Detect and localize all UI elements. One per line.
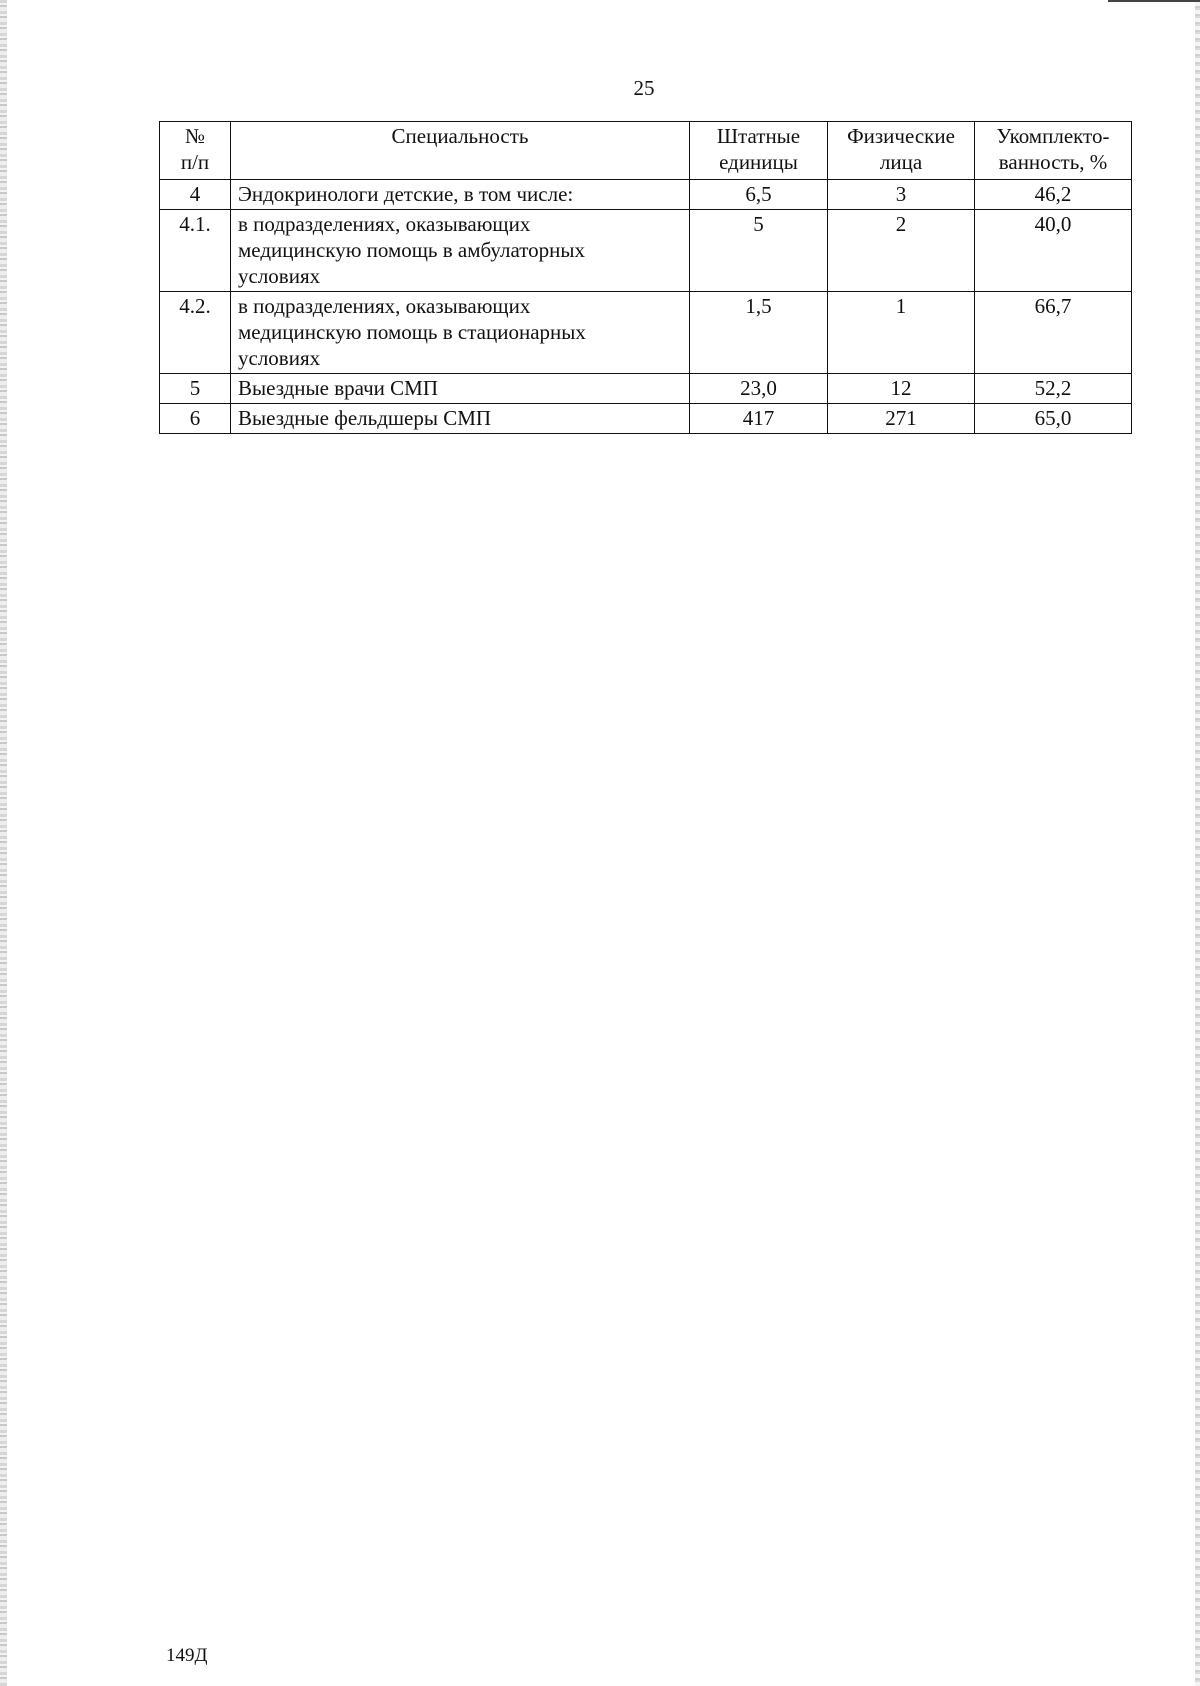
row-num: 4.2. <box>160 292 231 374</box>
table-row <box>160 210 1132 292</box>
scan-left-edge <box>0 0 7 1686</box>
header-physical-persons <box>828 122 975 180</box>
row-specialty <box>231 210 690 292</box>
header-staff-units <box>690 122 828 180</box>
table-row <box>160 180 1132 210</box>
row-staff-units: 1,5 <box>690 292 828 374</box>
row-num: 5 <box>160 374 231 404</box>
row-physical-persons: 271 <box>828 404 975 434</box>
row-physical-persons: 12 <box>828 374 975 404</box>
scan-right-edge <box>1195 0 1200 1686</box>
header-staffing-level-text: Укомплекто-ванность, % <box>996 124 1110 174</box>
document-code: 149Д <box>166 1645 208 1666</box>
header-specialty <box>231 122 690 180</box>
table-row <box>160 374 1132 404</box>
row-num: 6 <box>160 404 231 434</box>
row-staffing-level: 65,0 <box>975 404 1132 434</box>
row-specialty <box>231 292 690 374</box>
table-row <box>160 292 1132 374</box>
header-physical-persons-text: Физические лица <box>847 124 955 174</box>
row-specialty-text: в подразделениях, оказывающих медицинскую помощь в стационарных условиях <box>238 294 586 370</box>
row-staffing-level: 52,2 <box>975 374 1132 404</box>
staffing-table <box>159 121 1132 434</box>
row-num: 4.1. <box>160 210 231 292</box>
row-physical-persons: 1 <box>828 292 975 374</box>
page-number: 25 <box>633 76 655 100</box>
row-specialty: Эндокринологи детские, в том числе: <box>231 180 690 210</box>
header-num-text: № п/п <box>180 124 210 174</box>
row-specialty-text: в подразделениях, оказывающих медицинскую помощь в амбулаторных условиях <box>238 212 586 288</box>
header-staff-units-text: Штатные единицы <box>716 124 801 174</box>
row-staff-units: 5 <box>690 210 828 292</box>
header-specialty-text: Специальность <box>391 124 529 148</box>
row-staffing-level: 66,7 <box>975 292 1132 374</box>
row-staff-units: 23,0 <box>690 374 828 404</box>
header-staffing-level <box>975 122 1132 180</box>
row-staff-units: 6,5 <box>690 180 828 210</box>
row-num: 4 <box>160 180 231 210</box>
scan-top-rule <box>1108 0 1200 2</box>
row-specialty: Выездные фельдшеры СМП <box>231 404 690 434</box>
row-physical-persons: 2 <box>828 210 975 292</box>
row-physical-persons: 3 <box>828 180 975 210</box>
row-staffing-level: 40,0 <box>975 210 1132 292</box>
table-header-row <box>160 122 1132 180</box>
header-num <box>160 122 231 180</box>
row-specialty: Выездные врачи СМП <box>231 374 690 404</box>
row-staffing-level: 46,2 <box>975 180 1132 210</box>
row-staff-units: 417 <box>690 404 828 434</box>
table-row <box>160 404 1132 434</box>
